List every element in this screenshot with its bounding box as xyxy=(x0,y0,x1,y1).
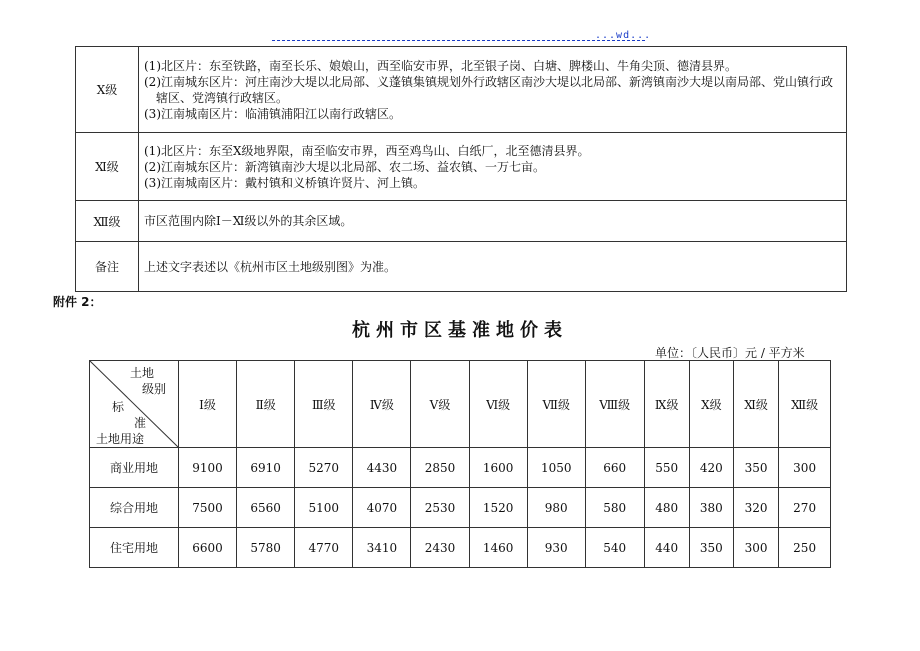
price-row-commercial xyxy=(90,448,831,488)
price-cell: 5780 xyxy=(237,528,295,568)
zone-description xyxy=(139,201,847,242)
price-cell: 7500 xyxy=(179,488,237,528)
zone-level: Ⅻ级 xyxy=(76,201,139,242)
price-cell: 6600 xyxy=(179,528,237,568)
price-cell: 350 xyxy=(733,448,778,488)
price-row-residential xyxy=(90,528,831,568)
zone-line: (2)江南城东区片：新湾镇南沙大堤以北局部、农二场、益农镇、一万七亩。 xyxy=(144,159,546,174)
price-cell: 4070 xyxy=(353,488,411,528)
price-cell: 300 xyxy=(733,528,778,568)
price-cell: 540 xyxy=(585,528,644,568)
corner-label: 土地用途 xyxy=(96,432,145,446)
level-header: Ⅸ级 xyxy=(644,361,689,448)
zone-row-12 xyxy=(76,201,847,242)
level-header: Ⅳ级 xyxy=(353,361,411,448)
zone-level: Ⅺ级 xyxy=(76,133,139,201)
level-header: Ⅵ级 xyxy=(469,361,527,448)
zone-description xyxy=(139,133,847,201)
corner-label: 土地 xyxy=(130,366,155,380)
price-cell: 250 xyxy=(779,528,831,568)
zone-line: 市区范围内除Ⅰ－Ⅺ级以外的其余区域。 xyxy=(144,214,353,228)
unit-label: 单位：〔人民币〕元 / 平方米 xyxy=(655,346,805,360)
price-cell: 300 xyxy=(779,448,831,488)
zone-line: (2)江南城东区片：河庄南沙大堤以北局部、义蓬镇集镇规划外行政辖区南沙大堤以北局部、新湾镇南沙大堤以南局部、党山镇行政辖区、党湾镇行政辖区。 xyxy=(144,74,834,105)
price-cell: 9100 xyxy=(179,448,237,488)
price-cell: 6910 xyxy=(237,448,295,488)
zone-line: (1)北区片：东至铁路，南至长乐、娘娘山，西至临安市界，北至银子岗、白塘、脾楼山、牛角尖顶、德清县界。 xyxy=(144,58,738,73)
price-cell: 980 xyxy=(527,488,585,528)
zone-description xyxy=(139,47,847,133)
price-cell: 5100 xyxy=(295,488,353,528)
price-cell: 270 xyxy=(779,488,831,528)
price-table xyxy=(89,360,831,568)
land-use-label: 商业用地 xyxy=(90,448,179,488)
price-cell: 4770 xyxy=(295,528,353,568)
header-rule xyxy=(272,40,645,41)
price-cell: 320 xyxy=(733,488,778,528)
price-cell: 660 xyxy=(585,448,644,488)
level-header: Ⅺ级 xyxy=(733,361,778,448)
price-cell: 930 xyxy=(527,528,585,568)
annex-label: 附件 2： xyxy=(53,295,102,309)
price-cell: 1050 xyxy=(527,448,585,488)
zone-table xyxy=(75,46,847,292)
price-header-row xyxy=(90,361,831,448)
price-cell: 5270 xyxy=(295,448,353,488)
price-cell: 380 xyxy=(689,488,733,528)
zone-line: (3)江南城南区片：临浦镇浦阳江以南行政辖区。 xyxy=(144,106,401,121)
zone-line: (3)江南城南区片：戴村镇和义桥镇许贤片、河上镇。 xyxy=(144,175,426,190)
level-header: Ⅴ级 xyxy=(411,361,469,448)
corner-label: 标 xyxy=(112,400,125,414)
corner-cell xyxy=(90,361,179,448)
zone-level: 备注 xyxy=(76,242,139,292)
level-header: Ⅹ级 xyxy=(689,361,733,448)
level-header: Ⅱ级 xyxy=(237,361,295,448)
price-cell: 550 xyxy=(644,448,689,488)
price-cell: 440 xyxy=(644,528,689,568)
price-cell: 480 xyxy=(644,488,689,528)
zone-line: 上述文字表述以《杭州市区土地级别图》为准。 xyxy=(144,259,397,274)
level-header: Ⅷ级 xyxy=(585,361,644,448)
price-cell: 3410 xyxy=(353,528,411,568)
zone-level: Ⅹ级 xyxy=(76,47,139,133)
zone-row-11 xyxy=(76,133,847,201)
level-header: Ⅲ级 xyxy=(295,361,353,448)
page-title: 杭州市区基准地价表 xyxy=(352,320,568,341)
zone-row-10 xyxy=(76,47,847,133)
price-cell: 6560 xyxy=(237,488,295,528)
land-use-label: 住宅用地 xyxy=(90,528,179,568)
price-cell: 2530 xyxy=(411,488,469,528)
price-cell: 350 xyxy=(689,528,733,568)
corner-label: 准 xyxy=(134,416,147,430)
level-header: Ⅶ级 xyxy=(527,361,585,448)
zone-line: (1)北区片：东至Ⅹ级地界限，南至临安市界，西至鸡鸟山、白纸厂，北至德清县界。 xyxy=(144,143,590,158)
corner-label: 级别 xyxy=(142,382,167,396)
price-cell: 2850 xyxy=(411,448,469,488)
price-cell: 1460 xyxy=(469,528,527,568)
price-cell: 420 xyxy=(689,448,733,488)
zone-description xyxy=(139,242,847,292)
header-watermark: ...wd... xyxy=(595,30,652,41)
level-header: Ⅰ级 xyxy=(179,361,237,448)
level-header: Ⅻ级 xyxy=(779,361,831,448)
price-cell: 1600 xyxy=(469,448,527,488)
price-cell: 4430 xyxy=(353,448,411,488)
land-use-label: 综合用地 xyxy=(90,488,179,528)
zone-row-note xyxy=(76,242,847,292)
price-row-mixed xyxy=(90,488,831,528)
price-cell: 2430 xyxy=(411,528,469,568)
price-cell: 1520 xyxy=(469,488,527,528)
price-cell: 580 xyxy=(585,488,644,528)
